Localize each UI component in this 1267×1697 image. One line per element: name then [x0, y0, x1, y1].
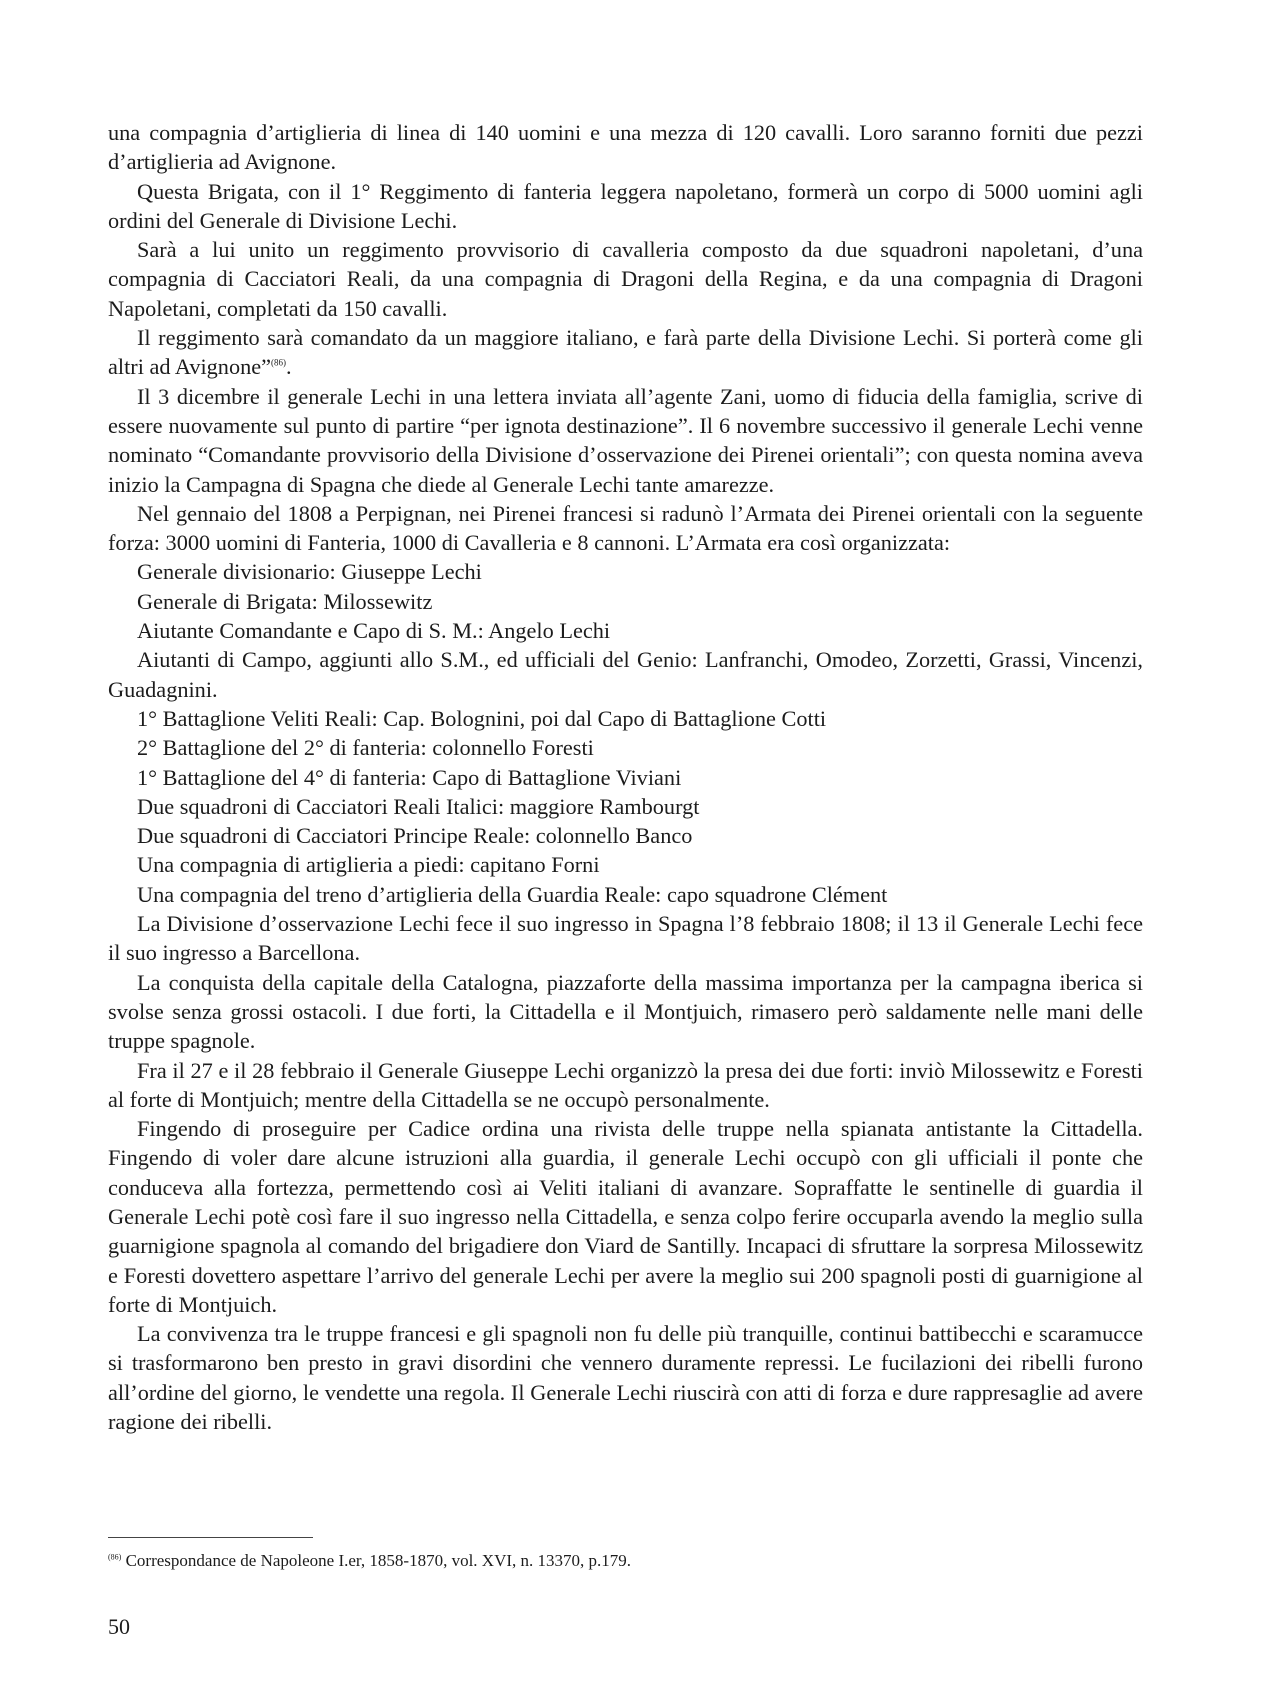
page-body: [108, 118, 1143, 1436]
paragraph-end: .: [286, 354, 292, 380]
paragraph-text: Il reggimento sarà comandato da un maggiore italiano, e farà parte della Divisione Lechi. Si porterà come gli altri ad Avignone”: [108, 325, 1143, 380]
paragraph: [108, 323, 1143, 382]
list-item: Aiutante Comandante e Capo di S. M.: Angelo Lechi: [137, 618, 611, 644]
paragraph: Fra il 27 e il 28 febbraio il Generale Giuseppe Lechi organizzò la presa dei due forti: inviò Milossewitz e Foresti al forte di Montjuich; mentre della Cittadella se ne occupò personalmente.: [108, 1057, 1143, 1112]
list-item: Una compagnia di artiglieria a piedi: capitano Forni: [137, 852, 600, 878]
paragraph: Il 3 dicembre il generale Lechi in una lettera inviata all’agente Zani, uomo di fiducia della famiglia, scrive di essere nuovamente sul punto di partire “per ignota destinazione”. Il 6 novembre successivo il generale Lechi venne nominato “Comandante provvisorio della Divisione d’osservazione dei Pirenei orientali”; con questa nomina aveva inizio la Campagna di Spagna che diede al Generale Lechi tante amarezze.: [108, 383, 1143, 497]
footnote-reference[interactable]: (86): [271, 357, 287, 368]
list-item: 2° Battaglione del 2° di fanteria: colonnello Foresti: [137, 735, 594, 761]
paragraph: La conquista della capitale della Catalogna, piazzaforte della massima importanza per la campagna iberica si svolse senza grossi ostacoli. I due forti, la Cittadella e il Montjuich, rimasero però saldamente nelle mani delle truppe spagnole.: [108, 969, 1143, 1054]
footnote-mark: (86): [108, 1552, 122, 1562]
list-item: Due squadroni di Cacciatori Principe Reale: colonnello Banco: [137, 823, 693, 849]
footnote-divider: [108, 1537, 313, 1538]
footnote: [108, 1550, 631, 1572]
list-item: 1° Battaglione del 4° di fanteria: Capo di Battaglione Viviani: [137, 764, 682, 790]
list-item: Una compagnia del treno d’artiglieria della Guardia Reale: capo squadrone Clément: [137, 881, 888, 907]
footnote-text: Correspondance de Napoleone I.er, 1858-1870, vol. XVI, n. 13370, p.179.: [125, 1551, 632, 1570]
list-item: Due squadroni di Cacciatori Reali Italici: maggiore Rambourgt: [137, 793, 700, 819]
page-number: 50: [108, 1614, 130, 1639]
paragraph: Sarà a lui unito un reggimento provvisorio di cavalleria composto da due squadroni napoletani, d’una compagnia di Cacciatori Reali, da una compagnia di Dragoni della Regina, e da una compagnia di Dragoni Napoletani, completati da 150 cavalli.: [108, 237, 1143, 321]
paragraph: Questa Brigata, con il 1° Reggimento di fanteria leggera napoletano, formerà un corpo di 5000 uomini agli ordini del Generale di Divisione Lechi.: [108, 178, 1143, 233]
paragraph: una compagnia d’artiglieria di linea di 140 uomini e una mezza di 120 cavalli. Loro saranno forniti due pezzi d’artiglieria ad Avignone.: [108, 120, 1143, 175]
list-item: Aiutanti di Campo, aggiunti allo S.M., ed ufficiali del Genio: Lanfranchi, Omodeo, Zorzetti, Grassi, Vincenzi, Guadagnini.: [108, 647, 1143, 702]
list-item: 1° Battaglione Veliti Reali: Cap. Bolognini, poi dal Capo di Battaglione Cotti: [137, 705, 827, 731]
list-item: Generale di Brigata: Milossewitz: [137, 588, 433, 614]
paragraph: La convivenza tra le truppe francesi e gli spagnoli non fu delle più tranquille, continui battibecchi e scaramucce si trasformarono ben presto in gravi disordini che vennero duramente repressi. Le fucilazioni dei ribelli furono all’ordine del giorno, le vendette una regola. Il Generale Lechi riuscirà con atti di forza e dure rappresaglie ad avere ragione dei ribelli.: [108, 1321, 1143, 1435]
paragraph: La Divisione d’osservazione Lechi fece il suo ingresso in Spagna l’8 febbraio 1808; il 13 il Generale Lechi fece il suo ingresso a Barcellona.: [108, 911, 1143, 966]
list-item: Generale divisionario: Giuseppe Lechi: [137, 559, 482, 585]
paragraph: Fingendo di proseguire per Cadice ordina una rivista delle truppe nella spianata antistante la Cittadella. Fingendo di voler dare alcune istruzioni alla guardia, il generale Lechi occupò con gli ufficiali il ponte che conduceva alla fortezza, permettendo così ai Veliti italiani di avanzare. Sopraffatte le sentinelle di guardia il Generale Lechi potè così fare il suo ingresso nella Cittadella, e senza colpo ferire occuparla avendo la meglio sulla guarnigione spagnola al comando del brigadiere don Viard de Santilly. Incapaci di sfruttare la sorpresa Milossewitz e Foresti dovettero aspettare l’arrivo del generale Lechi per avere la meglio sui 200 spagnoli posti di guarnigione al forte di Montjuich.: [108, 1116, 1143, 1317]
paragraph: Nel gennaio del 1808 a Perpignan, nei Pirenei francesi si radunò l’Armata dei Pirenei orientali con la seguente forza: 3000 uomini di Fanteria, 1000 di Cavalleria e 8 cannoni. L’Armata era così organizzata:: [108, 500, 1143, 556]
